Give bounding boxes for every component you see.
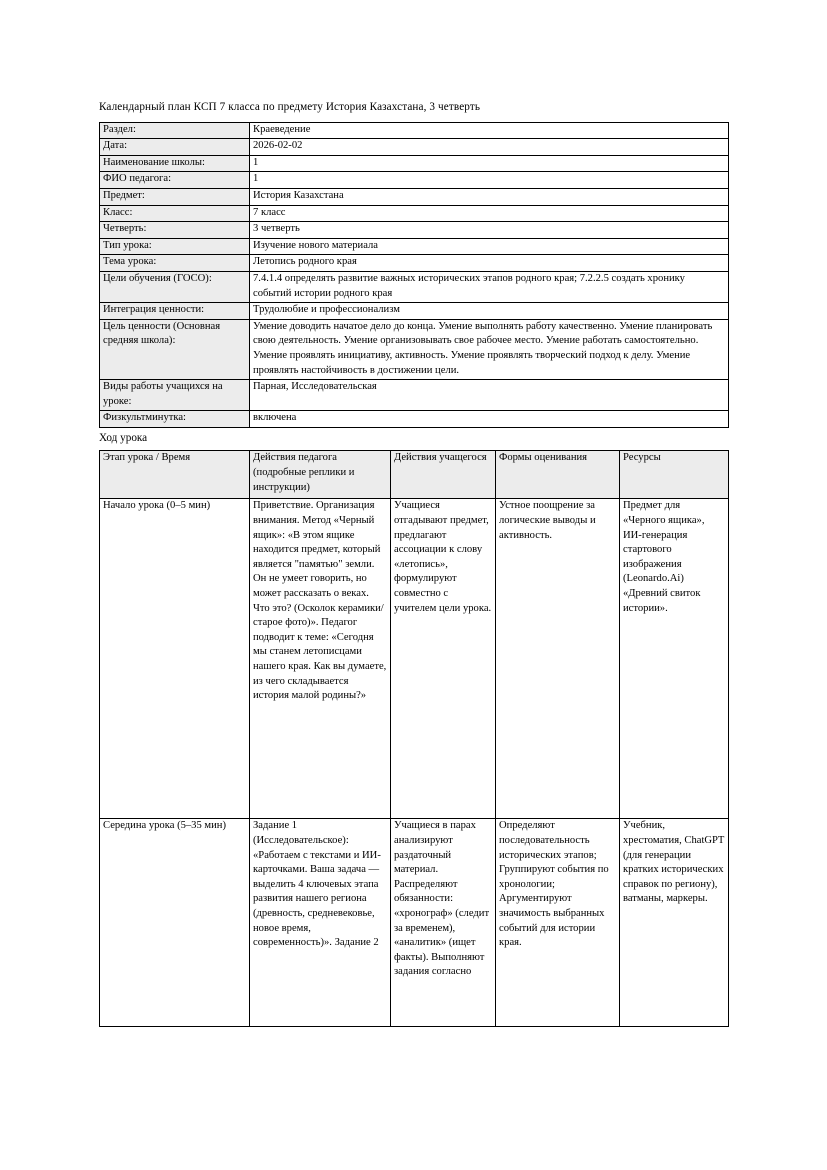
- table-row: [100, 819, 729, 1027]
- column-header-resources: Ресурсы: [620, 451, 729, 499]
- info-value: 1: [250, 172, 729, 189]
- cell-stage: Середина урока (5–35 мин): [100, 819, 250, 1027]
- info-value: История Казахстана: [250, 188, 729, 205]
- table-row: [100, 255, 729, 272]
- table-row: [100, 139, 729, 156]
- table-row: [100, 499, 729, 819]
- info-value: 3 четверть: [250, 222, 729, 239]
- cell-stage: Начало урока (0–5 мин): [100, 499, 250, 819]
- info-value: Парная, Исследовательская: [250, 380, 729, 411]
- column-header-student-actions: Действия учащегося: [391, 451, 496, 499]
- table-row: [100, 380, 729, 411]
- info-label: ФИО педагога:: [100, 172, 250, 189]
- cell-teacher-actions: Приветствие. Организация внимания. Метод «Черный ящик»: «В этом ящике находится предмет, который является "памятью" земли. Он не умеет говорить, но может рассказать о веках. Что это? (Осколок керамики/старое фото)». Педагог подводит к теме: «Сегодня мы станем летописцами нашего края. Как вы думаете, из чего складывается история малой родины?»: [250, 499, 391, 819]
- page-title: Календарный план КСП 7 класса по предмету История Казахстана, 3 четверть: [99, 101, 481, 113]
- info-value: Летопись родного края: [250, 255, 729, 272]
- info-label: Дата:: [100, 139, 250, 156]
- lesson-info-table: [99, 122, 729, 428]
- cell-student-actions: Учащиеся в парах анализируют раздаточный материал. Распределяют обязанности: «хронограф» (следит за временем), «аналитик» (ищет факты). Выполняют задания согласно: [391, 819, 496, 1027]
- column-header-teacher-actions: Действия педагога (подробные реплики и инструкции): [250, 451, 391, 499]
- info-label: Раздел:: [100, 122, 250, 139]
- table-row: [100, 319, 729, 379]
- info-label: Виды работы учащихся на уроке:: [100, 380, 250, 411]
- document-content: [99, 100, 728, 1027]
- cell-student-actions: Учащиеся отгадывают предмет, предлагают ассоциации к слову «летопись», формулируют совместно с учителем цели урока.: [391, 499, 496, 819]
- column-header-assessment: Формы оценивания: [496, 451, 620, 499]
- info-label: Цели обучения (ГОСО):: [100, 271, 250, 302]
- info-label: Предмет:: [100, 188, 250, 205]
- info-value: Изучение нового материала: [250, 238, 729, 255]
- lesson-flow-table: [99, 450, 729, 1027]
- info-label: Наименование школы:: [100, 155, 250, 172]
- info-label: Класс:: [100, 205, 250, 222]
- cell-assessment: Определяют последовательность исторических этапов; Группируют события по хронологии; Аргументируют значимость выбранных событий для истории края.: [496, 819, 620, 1027]
- cell-assessment: Устное поощрение за логические выводы и активность.: [496, 499, 620, 819]
- table-row: [100, 172, 729, 189]
- cell-resources: Предмет для «Черного ящика», ИИ-генерация стартового изображения (Leonardo.Ai) «Древний свиток истории».: [620, 499, 729, 819]
- lesson-flow-heading: Ход урока: [99, 431, 148, 444]
- info-value: включена: [250, 411, 729, 428]
- info-value: 1: [250, 155, 729, 172]
- lesson-flow-table-body: [100, 499, 729, 1027]
- table-row: [100, 411, 729, 428]
- table-row: [100, 188, 729, 205]
- info-label: Тип урока:: [100, 238, 250, 255]
- info-label: Четверть:: [100, 222, 250, 239]
- info-value: Умение доводить начатое дело до конца. Умение выполнять работу качественно. Умение планировать свою деятельность. Умение организовывать свое рабочее место. Умение работать самостоятельно. Умение проявлять инициативу, активность. Умение проявлять творческий подход к делу. Умение проявлять настойчивость в достижении цели.: [250, 319, 729, 379]
- info-label: Цель ценности (Основная средняя школа):: [100, 319, 250, 379]
- table-row: [100, 122, 729, 139]
- column-header-stage: Этап урока / Время: [100, 451, 250, 499]
- table-row: [100, 205, 729, 222]
- table-row: [100, 222, 729, 239]
- info-label: Физкультминутка:: [100, 411, 250, 428]
- table-row: [100, 271, 729, 302]
- info-value: Трудолюбие и профессионализм: [250, 303, 729, 320]
- table-row: [100, 155, 729, 172]
- table-header-row: [100, 451, 729, 499]
- cell-resources: Учебник, хрестоматия, ChatGPT (для генерации кратких исторических справок по региону), ватманы, маркеры.: [620, 819, 729, 1027]
- lesson-flow-table-head: [100, 451, 729, 499]
- info-label: Интеграция ценности:: [100, 303, 250, 320]
- info-value: 7 класс: [250, 205, 729, 222]
- info-value: 7.4.1.4 определять развитие важных исторических этапов родного края; 7.2.2.5 создать хронику событий истории родного края: [250, 271, 729, 302]
- info-value: 2026-02-02: [250, 139, 729, 156]
- table-row: [100, 238, 729, 255]
- cell-teacher-actions: Задание 1 (Исследовательское): «Работаем с текстами и ИИ-карточками. Ваша задача — выделить 4 ключевых этапа развития нашего региона (древность, средневековье, новое время, современность)». Задание 2: [250, 819, 391, 1027]
- info-value: Краеведение: [250, 122, 729, 139]
- lesson-info-table-body: [100, 122, 729, 427]
- table-row: [100, 303, 729, 320]
- info-label: Тема урока:: [100, 255, 250, 272]
